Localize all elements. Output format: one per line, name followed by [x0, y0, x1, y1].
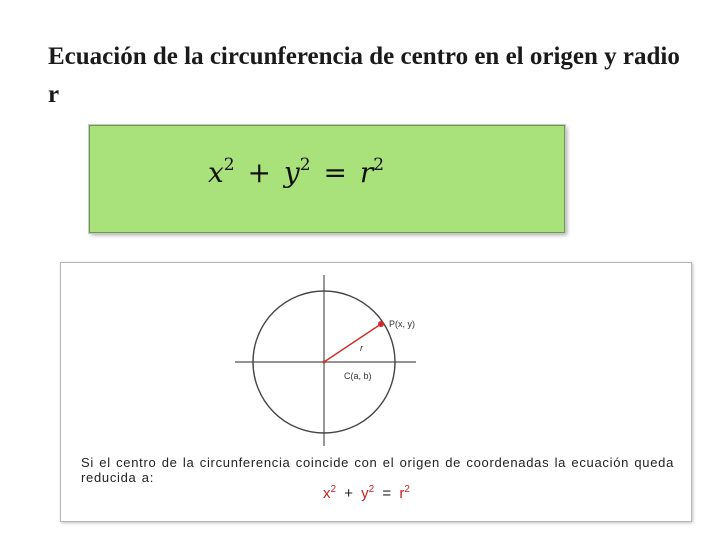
eq-y: y [283, 156, 300, 189]
center-label: C(a, b) [344, 371, 372, 381]
reduced-equation [323, 485, 410, 502]
equation-box [89, 125, 565, 233]
slide-title: Ecuación de la circunferencia de centro en el origen y radio r [48, 43, 680, 108]
radius-line [324, 324, 381, 362]
reduced-eq-y: y [361, 485, 369, 502]
explanation-text: Si el centro de la circunferencia coincide con el origen de coordenadas la ecuación queda reducida a: [81, 455, 675, 485]
eq-equals: = [323, 156, 347, 189]
reduced-eq-equals: = [382, 485, 392, 502]
radius-label: r [360, 343, 363, 353]
eq-x: x [208, 156, 224, 189]
reduced-eq-x-exponent: 2 [330, 484, 337, 495]
center-marker [323, 361, 326, 364]
reduced-eq-r-exponent: 2 [404, 484, 410, 495]
reduced-eq-r: r [399, 485, 405, 502]
point-p-marker [378, 321, 384, 327]
explanation-panel [60, 262, 692, 522]
circle-diagram [231, 271, 431, 451]
reduced-eq-plus: + [344, 485, 353, 502]
eq-x-exponent: 2 [223, 155, 235, 175]
circle-equation [208, 156, 384, 189]
reduced-eq-y-exponent: 2 [368, 484, 375, 495]
reduced-eq-x: x [323, 485, 331, 502]
point-p-label: P(x, y) [389, 319, 415, 329]
eq-r: r [359, 156, 374, 189]
eq-plus: + [247, 156, 271, 189]
eq-y-exponent: 2 [299, 155, 311, 175]
eq-r-exponent: 2 [373, 155, 385, 175]
